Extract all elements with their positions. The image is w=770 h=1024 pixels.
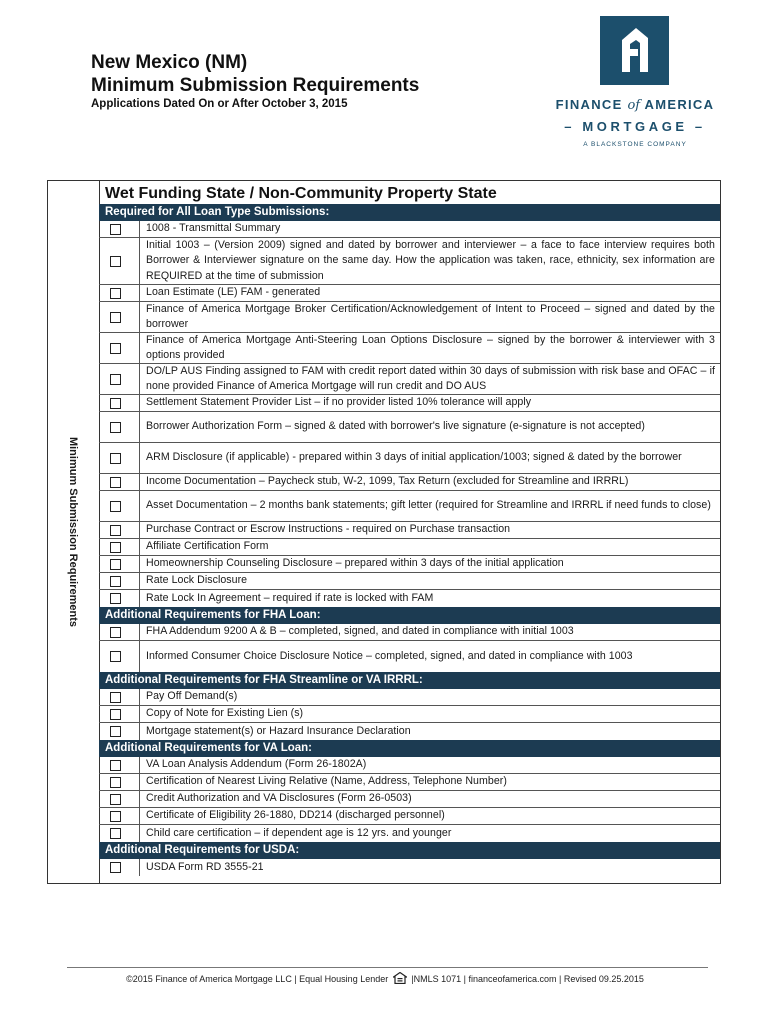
checkbox[interactable] [110,312,121,323]
item-text: Finance of America Mortgage Broker Certification/Acknowledgement of Intent to Proceed – signed and dated by the borrower [146,302,715,330]
checklist-row [99,689,720,706]
checkbox-cell [99,757,140,773]
checklist-row [99,285,720,302]
item-text: Rate Lock Disclosure [146,574,248,587]
footer-left: ©2015 Finance of America Mortgage LLC | Equal Housing Lender [126,974,389,984]
checkbox[interactable] [110,593,121,604]
checklist-row [99,491,720,522]
item-text: DO/LP AUS Finding assigned to FAM with credit report dated within 30 days of submission with risk base and OFAC – if none provided Finance of America Mortgage will run credit and DO AUS [146,364,715,392]
checklist-row [99,624,720,641]
brand-name-part: FINANCE [555,97,628,112]
checkbox-cell [99,590,140,607]
checkbox-cell [99,774,140,790]
footer-divider [67,967,708,968]
table-title: Wet Funding State / Non-Community Property State [105,185,497,202]
item-text: Affiliate Certification Form [146,540,269,553]
checklist-row [99,221,720,238]
item-text: Settlement Statement Provider List – if no provider listed 10% tolerance will apply [146,396,532,409]
item-text: Homeownership Counseling Disclosure – prepared within 3 days of the initial application [146,557,564,570]
checkbox[interactable] [110,828,121,839]
item-text: Loan Estimate (LE) FAM - generated [146,286,321,299]
checklist-row [99,641,720,672]
checkbox-cell [99,706,140,722]
item-text: Certification of Nearest Living Relative (Name, Address, Telephone Number) [146,775,507,788]
checkbox[interactable] [110,862,121,873]
checkbox-cell [99,285,140,301]
item-text: Credit Authorization and VA Disclosures (Form 26-0503) [146,792,412,805]
item-text: USDA Form RD 3555-21 [146,860,264,873]
brand-tagline: A BLACKSTONE COMPANY [583,141,687,148]
checklist-row [99,302,720,333]
checklist-row [99,522,720,539]
checkbox-cell [99,364,140,394]
item-text: Rate Lock In Agreement – required if rate is locked with FAM [146,591,434,604]
checkbox-cell [99,221,140,237]
checklist-row [99,556,720,573]
checkbox-cell [99,474,140,490]
checkbox-cell [99,491,140,521]
equal-housing-icon [393,972,407,986]
item-text: Initial 1003 – (Version 2009) signed and dated by borrower and interviewer – a face to face interview requires both Borrower & Interviewer signature on the same day. How the application was taken, race, ethnicity, sex information are REQUIRED at the time of submission [146,238,715,282]
checkbox[interactable] [110,692,121,703]
side-label: Minimum Submission Requirements [67,436,79,628]
checkbox[interactable] [110,651,121,662]
checklist-row [99,395,720,412]
section-header-fha: Additional Requirements for FHA Loan: [99,607,720,624]
item-text: Mortgage statement(s) or Hazard Insurance Declaration [146,724,411,737]
checklist-row [99,774,720,791]
item-text: Pay Off Demand(s) [146,690,238,703]
checklist-row [99,333,720,364]
section-header-all: Required for All Loan Type Submissions: [99,204,720,221]
checkbox[interactable] [110,477,121,488]
checkbox[interactable] [110,542,121,553]
checkbox-cell [99,556,140,572]
checkbox[interactable] [110,811,121,822]
checklist-row [99,412,720,443]
item-text: Finance of America Mortgage Anti-Steering Loan Options Disclosure – signed by the borrower & interviewer with 3 options provided [146,333,715,361]
item-text: Certificate of Eligibility 26-1880, DD214 (discharged personnel) [146,809,445,822]
page-subtitle: Minimum Submission Requirements [91,75,420,96]
fam-logo-icon [600,16,669,85]
checklist-row [99,443,720,474]
checkbox[interactable] [110,288,121,299]
checkbox-cell [99,791,140,807]
item-text: Copy of Note for Existing Lien (s) [146,707,304,720]
item-text: Income Documentation – Paycheck stub, W-2, 1099, Tax Return (excluded for Streamline and IRRRL) [146,475,629,488]
section-header-streamline: Additional Requirements for FHA Streamline or VA IRRRL: [99,672,720,689]
checkbox[interactable] [110,501,121,512]
checklist-row [99,590,720,607]
checkbox-cell [99,641,140,672]
requirements-table [47,180,721,884]
checkbox[interactable] [110,559,121,570]
checklist-row [99,706,720,723]
item-text: Child care certification – if dependent age is 12 yrs. and younger [146,826,452,839]
checkbox[interactable] [110,422,121,433]
checkbox[interactable] [110,256,121,267]
item-text: FHA Addendum 9200 A & B – completed, signed, and dated in compliance with initial 1003 [146,625,574,638]
checkbox[interactable] [110,794,121,805]
checklist-row [99,791,720,808]
checklist-row [99,238,720,285]
checkbox-cell [99,412,140,442]
checkbox[interactable] [110,760,121,771]
checkbox-cell [99,539,140,555]
checkbox[interactable] [110,374,121,385]
checkbox-cell [99,333,140,363]
checkbox[interactable] [110,224,121,235]
item-text: ARM Disclosure (if applicable) - prepared within 3 days of initial application/1003; signed & dated by the borrower [146,451,682,464]
brand-name-of: of [627,98,641,113]
checklist-row [99,808,720,825]
checkbox-cell [99,624,140,640]
checklist-row [99,757,720,774]
checkbox-cell [99,238,140,284]
checklist-row [99,859,720,876]
checkbox-cell [99,573,140,589]
checkbox-cell [99,522,140,538]
checklist-row [99,364,720,395]
footer-right: |NMLS 1071 | financeofamerica.com | Revised 09.25.2015 [411,974,644,984]
brand-name-part: AMERICA [640,97,715,112]
brand-mortgage: – MORTGAGE – [564,119,706,134]
section-header-usda: Additional Requirements for USDA: [99,842,720,859]
checkbox[interactable] [110,709,121,720]
checkbox-cell [99,395,140,411]
checkbox[interactable] [110,453,121,464]
item-text: Borrower Authorization Form – signed & dated with borrower's live signature (e-signature is not accepted) [146,420,645,433]
side-column [48,181,100,883]
checkbox-cell [99,302,140,332]
page-title: New Mexico (NM) [91,52,248,73]
item-text: Purchase Contract or Escrow Instructions - required on Purchase transaction [146,523,511,536]
checklist-row [99,474,720,491]
checklist-row [99,723,720,740]
checklist-row [99,539,720,556]
checkbox-cell [99,825,140,842]
checklist-row [99,825,720,842]
footer [0,972,770,986]
checkbox-cell [99,443,140,473]
checkbox-cell [99,689,140,705]
checkbox[interactable] [110,343,121,354]
item-text: Asset Documentation – 2 months bank statements; gift letter (required for Streamline and IRRRL if need funds to close) [146,499,711,512]
section-header-va: Additional Requirements for VA Loan: [99,740,720,757]
item-text: Informed Consumer Choice Disclosure Notice – completed, signed, and dated in compliance with 1003 [146,649,633,662]
item-text: 1008 - Transmittal Summary [146,222,281,235]
checkbox-cell [99,723,140,740]
checkbox[interactable] [110,398,121,409]
requirements-main [99,181,720,883]
checkbox[interactable] [110,576,121,587]
checklist-row [99,573,720,590]
checkbox[interactable] [110,726,121,737]
brand-name [540,97,730,113]
applications-date-note: Applications Dated On or After October 3, 2015 [91,98,348,110]
item-text: VA Loan Analysis Addendum (Form 26-1802A) [146,758,367,771]
checkbox[interactable] [110,627,121,638]
checkbox-cell [99,808,140,824]
checkbox[interactable] [110,525,121,536]
checkbox-cell [99,859,140,876]
checkbox[interactable] [110,777,121,788]
